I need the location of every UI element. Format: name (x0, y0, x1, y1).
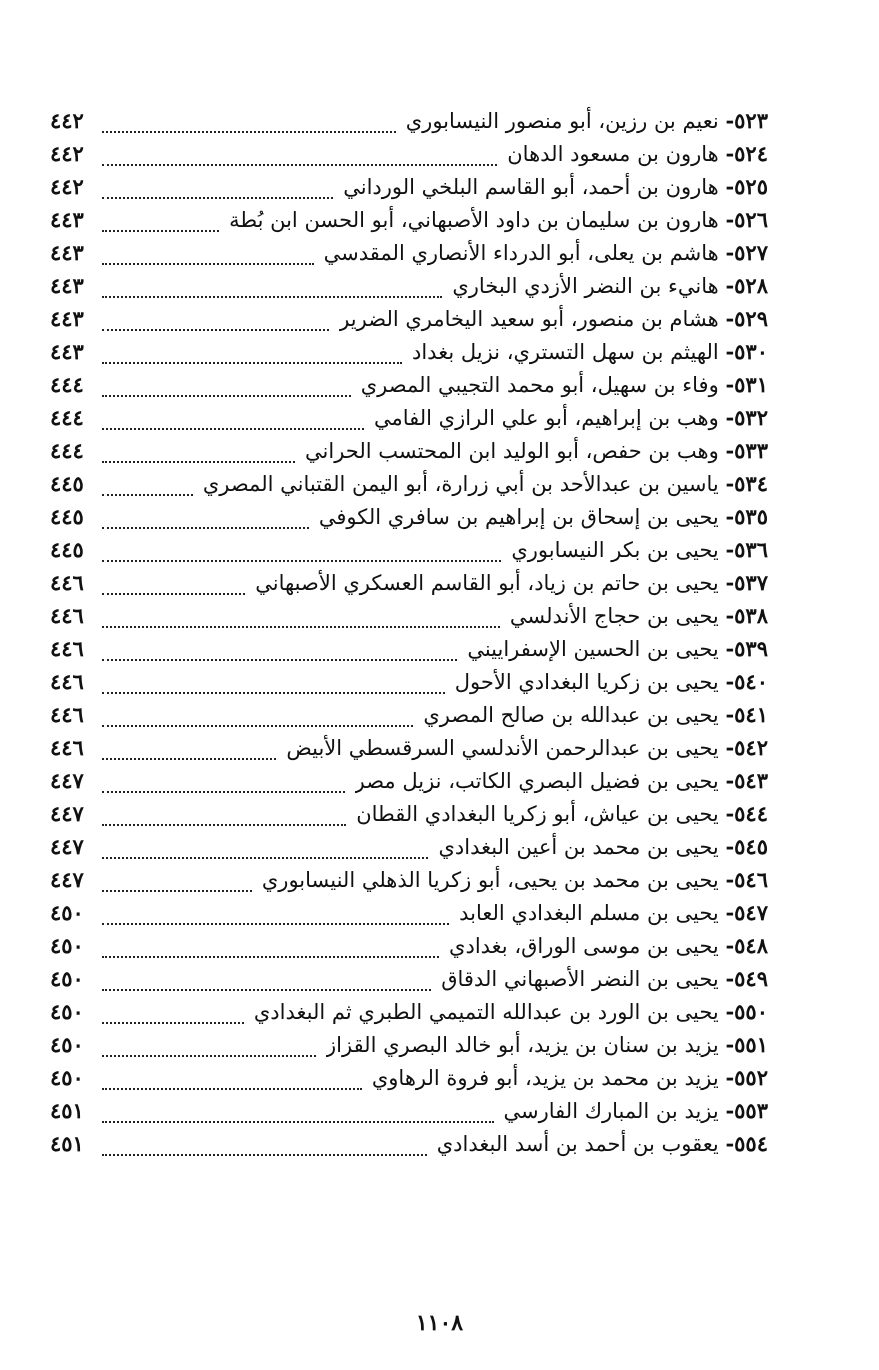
toc-row (50, 632, 768, 665)
page-reference: ٤٥٠ (50, 966, 84, 991)
dot-leader (102, 583, 245, 595)
dot-leader (102, 880, 252, 892)
toc-row (50, 896, 768, 929)
toc-row (50, 269, 768, 302)
page-reference: ٤٤٧ (50, 834, 84, 859)
entry-title: هشام بن منصور، أبو سعيد اليخامري الضرير (339, 307, 719, 331)
entry-title: ياسين بن عبدالأحد بن أبي زرارة، أبو اليمن القتباني المصري (202, 472, 719, 496)
entry-title: يحيى بن الورد بن عبدالله التميمي الطبري ثم البغدادي (253, 1000, 719, 1024)
dot-leader (102, 220, 219, 232)
page-reference: ٤٥٠ (50, 999, 84, 1024)
toc-entry (455, 665, 768, 698)
toc-row (50, 302, 768, 335)
toc-row (50, 665, 768, 698)
toc-entry (459, 896, 768, 929)
entry-number: ٥٤٦- (725, 867, 768, 892)
dot-leader (102, 253, 314, 265)
entry-title: وهب بن حفص، أبو الوليد ابن المحتسب الحراني (305, 439, 719, 463)
entry-title: يحيى بن موسى الوراق، بغدادي (449, 934, 719, 958)
dot-leader (102, 1012, 244, 1024)
dot-leader (102, 154, 497, 166)
entry-title: يزيد بن محمد بن يزيد، أبو فروة الرهاوي (371, 1066, 719, 1090)
toc-row (50, 137, 768, 170)
page-reference: ٤٤٤ (50, 372, 84, 397)
page-reference: ٤٤٦ (50, 636, 84, 661)
table-of-contents (50, 104, 768, 1160)
entry-number: ٥٣٠- (725, 339, 768, 364)
entry-title: الهيثم بن سهل التستري، نزيل بغداد (411, 340, 719, 364)
entry-number: ٥٣٨- (725, 603, 768, 628)
entry-number: ٥٣٥- (725, 504, 768, 529)
toc-entry (374, 401, 768, 434)
dot-leader (102, 418, 364, 430)
entry-title: هاشم بن يعلى، أبو الدرداء الأنصاري المقدسي (323, 241, 719, 265)
entry-title: هارون بن أحمد، أبو القاسم البلخي الورداني (343, 175, 719, 199)
entry-title: يحيى بن حجاج الأندلسي (509, 604, 719, 628)
page-reference: ٤٤٦ (50, 669, 84, 694)
entry-number: ٥٢٨- (725, 273, 768, 298)
entry-title: يحيى بن النضر الأصبهاني الدقاق (441, 967, 719, 991)
toc-row (50, 368, 768, 401)
entry-number: ٥٥٤- (725, 1131, 768, 1156)
toc-entry (467, 632, 768, 665)
toc-row (50, 863, 768, 896)
page-reference: ٤٤٣ (50, 240, 84, 265)
toc-row (50, 104, 768, 137)
entry-number: ٥٣٤- (725, 471, 768, 496)
page-reference: ٤٥٠ (50, 1065, 84, 1090)
page-number: ١١٠٨ (415, 1310, 464, 1336)
entry-title: وفاء بن سهيل، أبو محمد التجيبي المصري (360, 373, 719, 397)
page-reference: ٤٤٣ (50, 207, 84, 232)
entry-number: ٥٤٧- (725, 900, 768, 925)
toc-row (50, 962, 768, 995)
dot-leader (102, 550, 501, 562)
dot-leader (102, 121, 396, 133)
page-reference: ٤٤٣ (50, 306, 84, 331)
entry-title: يحيى بن مسلم البغدادي العابد (459, 901, 719, 925)
page-reference: ٤٤٧ (50, 768, 84, 793)
entry-number: ٥٥٣- (725, 1098, 768, 1123)
page-reference: ٤٤٧ (50, 801, 84, 826)
dot-leader (102, 286, 442, 298)
page-reference: ٤٤٣ (50, 273, 84, 298)
toc-entry (437, 1127, 768, 1160)
toc-entry (412, 335, 768, 368)
dot-leader (102, 352, 402, 364)
toc-entry (255, 566, 768, 599)
toc-entry (343, 170, 768, 203)
entry-number: ٥٥٠- (725, 999, 768, 1024)
page-reference: ٤٤٢ (50, 141, 84, 166)
dot-leader (102, 1144, 427, 1156)
dot-leader (102, 484, 193, 496)
page-reference: ٤٤٦ (50, 735, 84, 760)
entry-title: يزيد بن المبارك الفارسي (503, 1099, 719, 1123)
entry-number: ٥٤١- (725, 702, 768, 727)
toc-entry (510, 599, 768, 632)
toc-row (50, 170, 768, 203)
toc-row (50, 467, 768, 500)
entry-number: ٥٢٤- (725, 141, 768, 166)
dot-leader (102, 946, 439, 958)
toc-entry (423, 698, 768, 731)
page-reference: ٤٤٣ (50, 339, 84, 364)
entry-title: يحيى بن محمد بن أعين البغدادي (438, 835, 719, 859)
entry-number: ٥٤٤- (725, 801, 768, 826)
toc-row (50, 500, 768, 533)
toc-row (50, 203, 768, 236)
dot-leader (102, 1111, 494, 1123)
toc-entry (441, 962, 768, 995)
dot-leader (102, 385, 351, 397)
toc-row (50, 764, 768, 797)
dot-leader (102, 715, 413, 727)
toc-entry (339, 302, 768, 335)
toc-entry (438, 830, 768, 863)
entry-title: هانيء بن النضر الأزدي البخاري (452, 274, 719, 298)
toc-entry (504, 1094, 768, 1127)
page-reference: ٤٥٠ (50, 900, 84, 925)
entry-title: نعيم بن رزين، أبو منصور النيسابوري (405, 109, 719, 133)
toc-entry (511, 533, 768, 566)
page-reference: ٤٤٧ (50, 867, 84, 892)
page-reference: ٤٤٥ (50, 471, 84, 496)
dot-leader (102, 649, 457, 661)
toc-entry (262, 863, 768, 896)
toc-entry (319, 500, 768, 533)
page-reference: ٤٤٤ (50, 438, 84, 463)
page-reference: ٤٤٢ (50, 174, 84, 199)
page-reference: ٤٤٢ (50, 108, 84, 133)
entry-number: ٥٤٩- (725, 966, 768, 991)
entry-number: ٥٥٢- (725, 1065, 768, 1090)
page-reference: ٤٤٤ (50, 405, 84, 430)
toc-entry (356, 797, 768, 830)
dot-leader (102, 979, 431, 991)
toc-row (50, 830, 768, 863)
entry-number: ٥٣٩- (725, 636, 768, 661)
dot-leader (102, 682, 445, 694)
entry-number: ٥٣٦- (725, 537, 768, 562)
page-reference: ٤٤٥ (50, 537, 84, 562)
dot-leader (102, 1078, 362, 1090)
entry-number: ٥٤٢- (725, 735, 768, 760)
toc-row (50, 1061, 768, 1094)
toc-entry (326, 1028, 768, 1061)
toc-row (50, 1094, 768, 1127)
toc-row (50, 236, 768, 269)
entry-title: هارون بن سليمان بن داود الأصبهاني، أبو الحسن ابن بُطة (229, 208, 719, 232)
entry-title: يحيى بن عبدالله بن صالح المصري (423, 703, 719, 727)
entry-title: يحيى بن بكر النيسابوري (511, 538, 719, 562)
toc-row (50, 797, 768, 830)
entry-title: وهب بن إبراهيم، أبو علي الرازي الفامي (374, 406, 719, 430)
entry-number: ٥٢٩- (725, 306, 768, 331)
toc-entry (355, 764, 768, 797)
toc-entry (372, 1061, 768, 1094)
toc-entry (203, 467, 768, 500)
dot-leader (102, 517, 309, 529)
entry-title: يحيى بن فضيل البصري الكاتب، نزيل مصر (354, 769, 719, 793)
toc-row (50, 434, 768, 467)
entry-title: يحيى بن عياش، أبو زكريا البغدادي القطان (356, 802, 719, 826)
dot-leader (102, 1045, 316, 1057)
entry-number: ٥٤٨- (725, 933, 768, 958)
page-reference: ٤٤٦ (50, 603, 84, 628)
toc-entry (324, 236, 768, 269)
toc-entry (452, 269, 768, 302)
page-reference: ٤٤٦ (50, 570, 84, 595)
entry-number: ٥٤٠- (725, 669, 768, 694)
page-reference: ٤٥١ (50, 1131, 84, 1156)
toc-row (50, 533, 768, 566)
dot-leader (102, 913, 449, 925)
entry-number: ٥٥١- (725, 1032, 768, 1057)
entry-number: ٥٣١- (725, 372, 768, 397)
entry-number: ٥٤٥- (725, 834, 768, 859)
dot-leader (102, 748, 276, 760)
page-reference: ٤٤٦ (50, 702, 84, 727)
entry-title: يزيد بن سنان بن يزيد، أبو خالد البصري القزاز (326, 1033, 719, 1057)
entry-title: يحيى بن الحسين الإسفراييني (467, 637, 719, 661)
entry-title: يحيى بن حاتم بن زياد، أبو القاسم العسكري الأصبهاني (255, 571, 719, 595)
toc-entry (449, 929, 768, 962)
page-reference: ٤٥٠ (50, 933, 84, 958)
dot-leader (102, 814, 346, 826)
entry-number: ٥٣٧- (725, 570, 768, 595)
toc-row (50, 698, 768, 731)
toc-row (50, 929, 768, 962)
entry-number: ٥٤٣- (725, 768, 768, 793)
toc-row (50, 401, 768, 434)
toc-entry (286, 731, 768, 764)
toc-entry (406, 104, 768, 137)
toc-row (50, 1127, 768, 1160)
toc-entry (254, 995, 768, 1028)
toc-entry (305, 434, 768, 467)
dot-leader (102, 847, 428, 859)
entry-number: ٥٢٣- (725, 108, 768, 133)
entry-number: ٥٣٣- (725, 438, 768, 463)
toc-row (50, 335, 768, 368)
page-reference: ٤٥١ (50, 1098, 84, 1123)
toc-row (50, 599, 768, 632)
toc-row (50, 731, 768, 764)
entry-title: يحيى بن إسحاق بن إبراهيم بن سافري الكوفي (318, 505, 719, 529)
dot-leader (102, 187, 333, 199)
toc-row (50, 1028, 768, 1061)
toc-entry (507, 137, 768, 170)
dot-leader (102, 781, 345, 793)
entry-number: ٥٣٢- (725, 405, 768, 430)
dot-leader (102, 451, 295, 463)
entry-title: يحيى بن عبدالرحمن الأندلسي السرقسطي الأبيض (286, 736, 719, 760)
entry-title: يحيى بن زكريا البغدادي الأحول (454, 670, 719, 694)
entry-number: ٥٢٦- (725, 207, 768, 232)
toc-entry (229, 203, 768, 236)
dot-leader (102, 616, 500, 628)
toc-row (50, 566, 768, 599)
page-reference: ٤٤٥ (50, 504, 84, 529)
toc-row (50, 995, 768, 1028)
page-reference: ٤٥٠ (50, 1032, 84, 1057)
entry-number: ٥٢٧- (725, 240, 768, 265)
entry-title: هارون بن مسعود الدهان (507, 142, 719, 166)
toc-entry (361, 368, 768, 401)
entry-title: يحيى بن محمد بن يحيى، أبو زكريا الذهلي النيسابوري (261, 868, 719, 892)
entry-title: يعقوب بن أحمد بن أسد البغدادي (436, 1132, 719, 1156)
dot-leader (102, 319, 329, 331)
entry-number: ٥٢٥- (725, 174, 768, 199)
